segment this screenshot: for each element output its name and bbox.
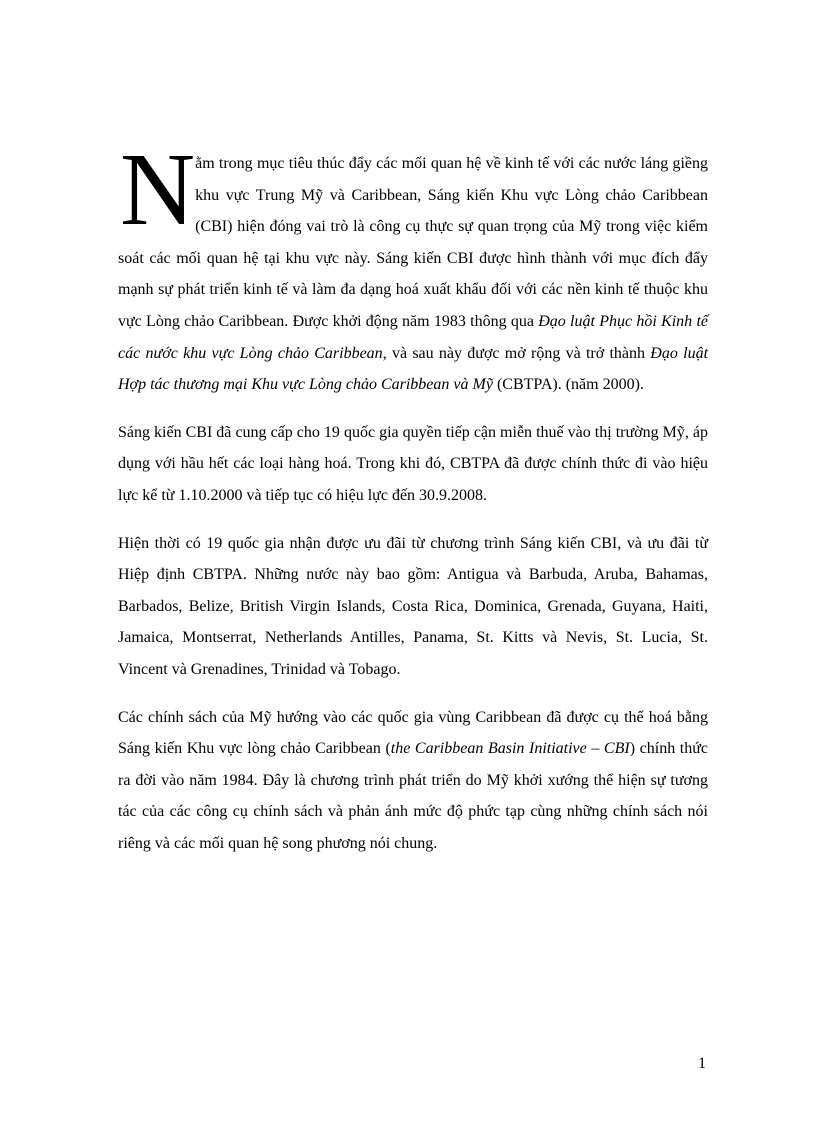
law-title-recovery: Đạo luật Phục hồi Kinh tế các nước khu vực Lòng chảo Caribbean [118, 312, 708, 362]
paragraph-4-text-2: ) chính thức ra đời vào năm 1984. Đây là chương trình phát triển do Mỹ khởi xướng thể hiện sự tương tác của các công cụ chính sách và phản ánh mức độ phức tạp cùng những chính sách nói riêng và các mối quan hệ song phương nói chung. [118, 740, 709, 852]
document-body [118, 132, 709, 859]
paragraph-4 [118, 702, 708, 860]
paragraph-2 [118, 417, 708, 512]
paragraph-3 [118, 528, 708, 686]
page-number: 1 [698, 1055, 706, 1072]
paragraph-1-text: ằm trong mục tiêu thúc đẩy các mối quan hệ về kinh tế với các nước láng giềng khu vực Trung Mỹ và Caribbean, Sáng kiến Khu vực Lòng chảo Caribbean (CBI) hiện đóng vai trò là công cụ thực sự quan trọng của Mỹ trong việc kiểm soát các mối quan hệ tại khu vực này. Sáng kiến CBI được hình thành với mục đích đẩy mạnh sự phát triển kinh tế và làm đa dạng hoá xuất khẩu đối với các nền kinh tế thuộc khu vực Lòng chảo Caribbean. Được khởi động năm 1983 thông qua [118, 155, 708, 330]
paragraph-1-text-2: , và sau này được mở rộng và trở thành [382, 344, 651, 362]
initiative-name: the Caribbean Basin Initiative – CBI [390, 740, 630, 758]
drop-cap: N [120, 132, 196, 247]
paragraph-2-text: Sáng kiến CBI đã cung cấp cho 19 quốc gia quyền tiếp cận miễn thuế vào thị trường Mỹ, áp dụng với hầu hết các loại hàng hoá. Trong khi đó, CBTPA đã được chính thức đi vào hiệu lực kể từ 1.10.2000 và tiếp tục có hiệu lực đến 30.9.2008. [118, 423, 708, 504]
paragraph-4-text: Các chính sách của Mỹ hướng vào các quốc gia vùng Caribbean đã được cụ thể hoá bằng Sáng kiến Khu vực lòng chảo Caribbean ( [118, 708, 708, 758]
paragraph-1 [118, 132, 709, 401]
paragraph-1-text-3: (CBTPA). (năm 2000). [492, 376, 644, 394]
paragraph-3-text: Hiện thời có 19 quốc gia nhận được ưu đãi từ chương trình Sáng kiến CBI, và ưu đãi từ Hiệp định CBTPA. Những nước này bao gồm: Antigua và Barbuda, Aruba, Bahamas, Barbados, Belize, British Virgin Islands, Costa Rica, Dominica, Grenada, Guyana, Haiti, Jamaica, Montserrat, Netherlands Antilles, Panama, St. Kitts và Nevis, St. Lucia, St. Vincent và Grenadines, Trinidad và Tobago. [118, 534, 708, 678]
law-title-partnership: Đạo luật Hợp tác thương mại Khu vực Lòng chảo Caribbean và Mỹ [118, 344, 709, 394]
